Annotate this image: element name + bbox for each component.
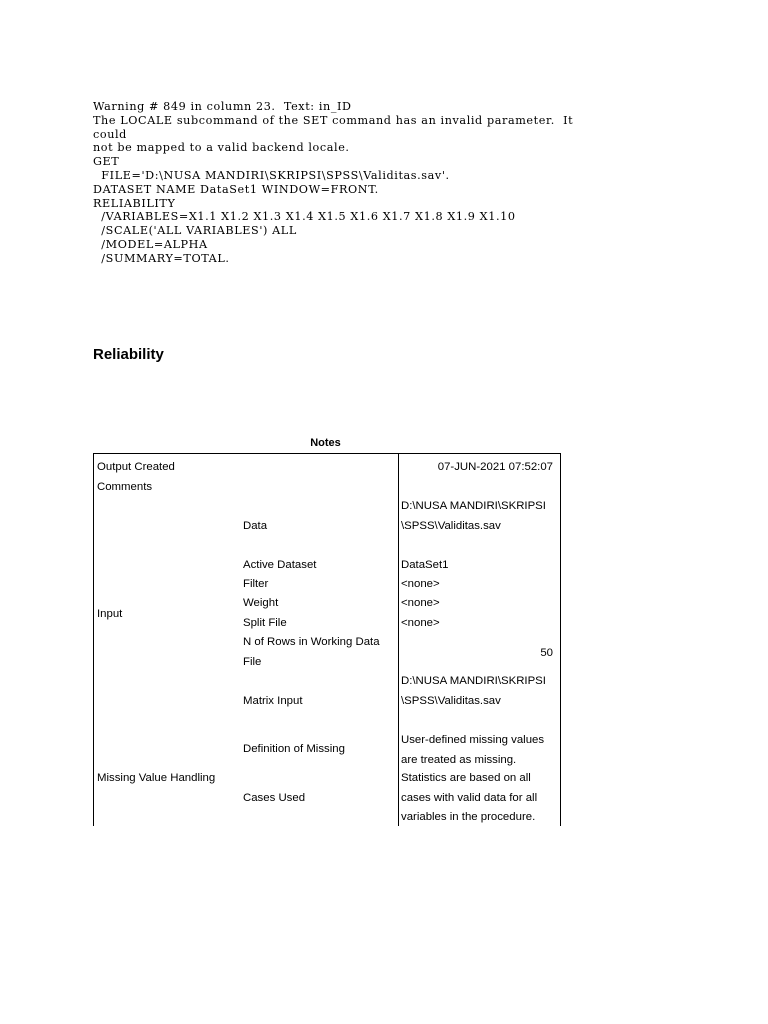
filter-value: <none>: [401, 578, 440, 590]
filter-label: Filter: [243, 578, 269, 590]
definition-of-missing-label: Definition of Missing: [243, 743, 345, 755]
notes-table-caption: Notes: [310, 437, 341, 449]
comments-label: Comments: [97, 481, 153, 493]
column-divider: [398, 454, 399, 826]
syntax-line: The LOCALE subcommand of the SET command has an invalid parameter. It: [93, 113, 574, 127]
syntax-line: /MODEL=ALPHA: [93, 237, 208, 251]
syntax-line: GET: [93, 155, 120, 169]
syntax-line: DATASET NAME DataSet1 WINDOW=FRONT.: [93, 182, 379, 196]
syntax-line: Warning # 849 in column 23. Text: in_ID: [93, 100, 352, 113]
syntax-line: /VARIABLES=X1.1 X1.2 X1.3 X1.4 X1.5 X1.6 X1.7 X1.8 X1.9 X1.10: [93, 210, 516, 224]
cases-used-label: Cases Used: [243, 792, 306, 804]
matrix-input-value: D:\NUSA MANDIRI\SKRIPSI\SPSS\Validitas.sav: [401, 675, 546, 707]
matrix-input-label: Matrix Input: [243, 695, 303, 707]
notes-table: [93, 453, 561, 826]
syntax-log: [93, 100, 653, 266]
syntax-line: RELIABILITY: [93, 196, 176, 210]
data-label: Data: [243, 520, 268, 532]
output-created-value: 07-JUN-2021 07:52:07: [437, 461, 553, 473]
n-rows-label: N of Rows in Working Data File: [243, 636, 380, 668]
weight-value: <none>: [401, 597, 440, 609]
split-file-label: Split File: [243, 617, 287, 629]
cases-used-value: Statistics are based on all cases with valid data for all variables in the procedure.: [401, 772, 538, 823]
weight-label: Weight: [243, 597, 279, 609]
syntax-line: FILE='D:\NUSA MANDIRI\SKRIPSI\SPSS\Validitas.sav'.: [93, 168, 450, 182]
syntax-line: could: [93, 127, 127, 141]
data-value: D:\NUSA MANDIRI\SKRIPSI\SPSS\Validitas.sav: [401, 500, 546, 532]
missing-value-handling-label: Missing Value Handling: [97, 772, 216, 784]
section-title: Reliability: [93, 346, 164, 363]
syntax-line: not be mapped to a valid backend locale.: [93, 141, 350, 155]
n-rows-value: 50: [540, 647, 553, 659]
active-dataset-value: DataSet1: [401, 559, 449, 571]
active-dataset-label: Active Dataset: [243, 559, 317, 571]
split-file-value: <none>: [401, 617, 440, 629]
syntax-line: /SUMMARY=TOTAL.: [93, 251, 230, 265]
syntax-line: /SCALE('ALL VARIABLES') ALL: [93, 224, 297, 238]
definition-of-missing-value: User-defined missing values are treated as missing.: [401, 734, 545, 766]
input-label: Input: [97, 608, 123, 620]
output-created-label: Output Created: [97, 461, 175, 473]
